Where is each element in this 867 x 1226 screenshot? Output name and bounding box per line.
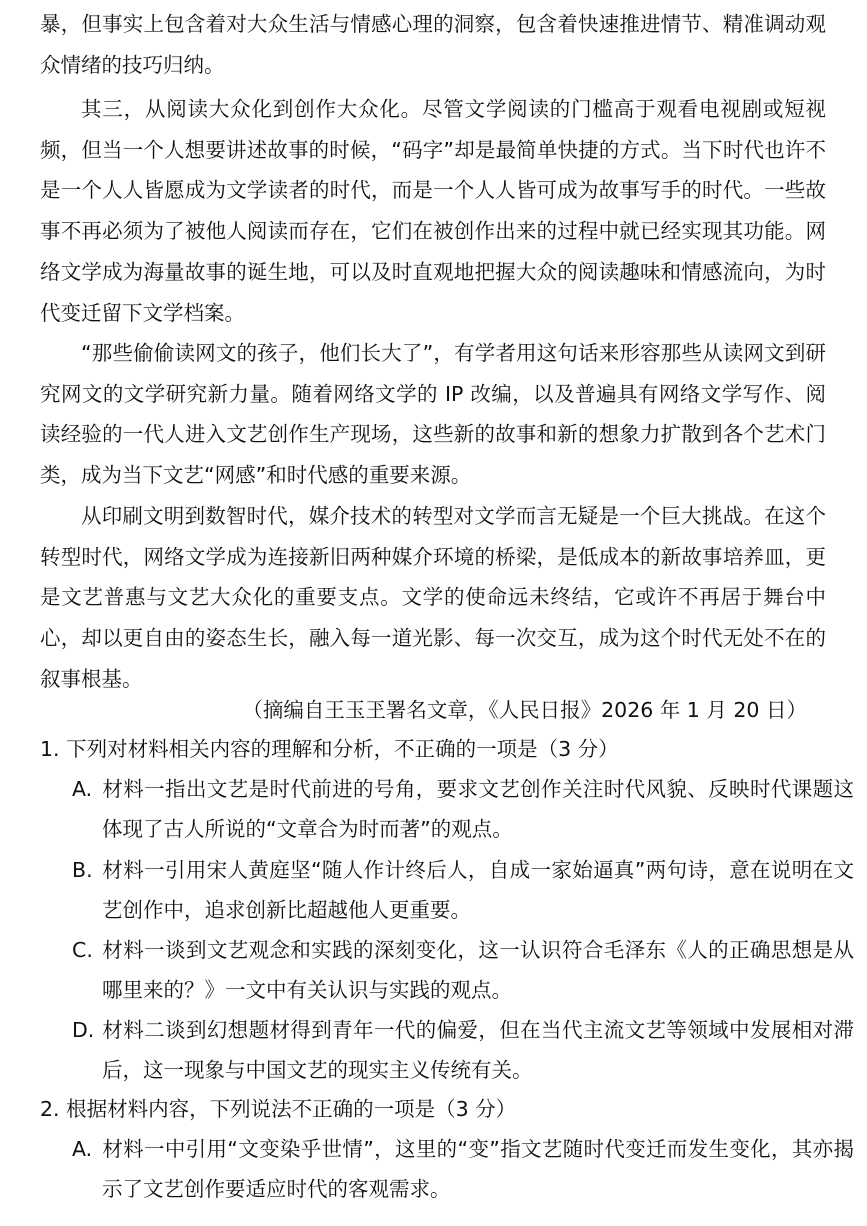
article-paragraph: 暴，但事实上包含着对大众生活与情感心理的洞察，包含着快速推进情节、精准调动观众情绪的技巧归纳。 xyxy=(40,12,826,77)
option-text: 材料一谈到文艺观念和实践的深刻变化，这一认识符合毛泽东《人的正确思想是从哪里来的？》一文中有关认识与实践的观点。 xyxy=(102,938,854,1003)
option-letter: A. xyxy=(72,1137,93,1161)
question-1-option-a xyxy=(72,769,854,850)
question-2-option-a xyxy=(72,1129,854,1210)
question-1-stem: 1. 下列对材料相关内容的理解和分析，不正确的一项是（3 分） xyxy=(40,737,619,761)
option-text: 材料一引用宋人黄庭坚“随人作计终后人，自成一家始逼真”两句诗，意在说明在文艺创作中，追求创新比超越他人更重要。 xyxy=(102,858,854,923)
question-1-option-d xyxy=(72,1010,854,1091)
option-text: 材料一中引用“文变染乎世情”，这里的“变”指文艺随时代变迁而发生变化，其亦揭示了文艺创作要适应时代的客观需求。 xyxy=(102,1137,854,1202)
question-1-option-c xyxy=(72,930,854,1011)
question-2-stem: 2. 根据材料内容，下列说法不正确的一项是（3 分） xyxy=(40,1097,517,1121)
article-citation: （摘编自王玉玊署名文章，《人民日报》2026 年 1 月 20 日） xyxy=(242,698,807,722)
option-letter: C. xyxy=(72,938,93,962)
option-letter: D. xyxy=(72,1018,95,1042)
article-paragraph: 其三，从阅读大众化到创作大众化。尽管文学阅读的门槛高于观看电视剧或短视频，但当一个人想要讲述故事的时候，“码字”却是最简单快捷的方式。当下时代也许不是一个人人皆愿成为文学读者的时代，而是一个人人皆可成为故事写手的时代。一些故事不再必须为了被他人阅读而存在，它们在被创作出来的过程中就已经实现其功能。网络文学成为海量故事的诞生地，可以及时直观地把握大众的阅读趣味和情感流向，为时代变迁留下文学档案。 xyxy=(40,97,826,325)
option-letter: A. xyxy=(72,777,93,801)
article-paragraph: “那些偷偷读网文的孩子，他们长大了”，有学者用这句话来形容那些从读网文到研究网文的文学研究新力量。随着网络文学的 IP 改编，以及普遍具有网络文学写作、阅读经验的一代人进入文艺创作生产现场，这些新的故事和新的想象力扩散到各个艺术门类，成为当下文艺“网感”和时代感的重要来源。 xyxy=(40,341,826,488)
article-paragraph: 从印刷文明到数智时代，媒介技术的转型对文学而言无疑是一个巨大挑战。在这个转型时代，网络文学成为连接新旧两种媒介环境的桥梁，是低成本的新故事培养皿，更是文艺普惠与文艺大众化的重要支点。文学的使命远未终结，它或许不再居于舞台中心，却以更自由的姿态生长，融入每一道光影、每一次交互，成为这个时代无处不在的叙事根基。 xyxy=(40,504,826,691)
option-text: 材料一指出文艺是时代前进的号角，要求文艺创作关注时代风貌、反映时代课题这体现了古人所说的“文章合为时而著”的观点。 xyxy=(102,777,854,842)
option-text: 材料二谈到幻想题材得到青年一代的偏爱，但在当代主流文艺等领域中发展相对滞后，这一现象与中国文艺的现实主义传统有关。 xyxy=(102,1018,854,1083)
option-letter: B. xyxy=(72,858,93,882)
question-1-option-b xyxy=(72,850,854,931)
